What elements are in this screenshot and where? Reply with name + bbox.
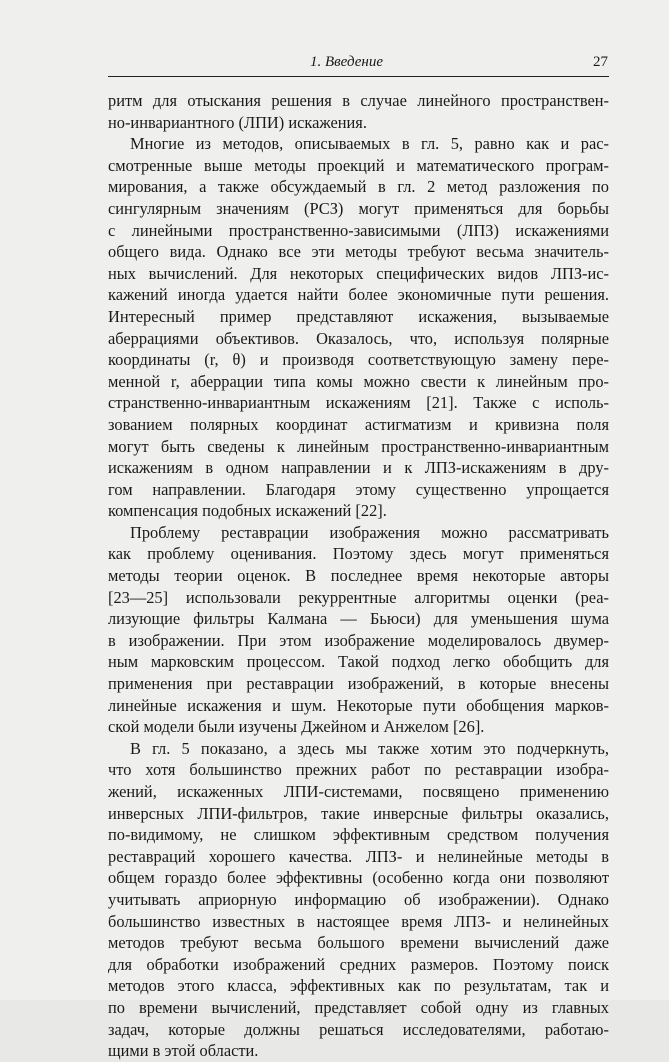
text-line: методов этого класса, эффективных как по результатам, так и xyxy=(108,976,609,996)
text-line: реставраций хорошего качества. ЛПЗ- и нелинейные методы в xyxy=(108,846,609,866)
text-line: что хотя большинство прежних работ по реставрации изобра- xyxy=(108,760,609,780)
text-line: Интересный пример представляют искажения, вызываемые xyxy=(108,306,609,326)
text-line: применения при реставрации изображений, в которые внесены xyxy=(108,674,609,694)
text-line: ритм для отыскания решения в случае линейного пространствен- xyxy=(108,91,609,110)
page-number: 27 xyxy=(593,54,608,70)
text-line: методов требуют весьма большого времени вычислений даже xyxy=(108,933,609,953)
text-line: линейные искажения и шум. Некоторые пути обобщения марков- xyxy=(108,695,609,715)
text-line: ных вычислений. Для некоторых специфических видов ЛПЗ-ис- xyxy=(108,263,609,283)
text-line: методы теории оценок. В последнее время некоторые авторы xyxy=(108,566,609,586)
text-line: в изображении. При этом изображение моделировалось двумер- xyxy=(108,630,609,650)
text-line: ской модели были изучены Джейном и Анжелом [26]. xyxy=(108,717,485,737)
text-line: координаты (r, θ) и производя соответствующую замену пере- xyxy=(108,350,609,370)
text-line: гом направлении. Благодаря этому существенно упрощается xyxy=(108,479,609,499)
text-line: с линейными пространственно-зависимыми (ЛПЗ) искажениями xyxy=(108,220,609,240)
text-line: Многие из методов, описываемых в гл. 5, равно как и рас- xyxy=(130,134,609,154)
text-line: общего вида. Однако все эти методы требуют весьма значитель- xyxy=(108,242,609,262)
text-line: В гл. 5 показано, а здесь мы также хотим это подчеркнуть, xyxy=(130,738,609,758)
text-line: компенсация подобных искажений [22]. xyxy=(108,501,387,521)
text-line: Проблему реставрации изображения можно рассматривать xyxy=(130,522,609,542)
section-title: 1. Введение xyxy=(310,54,383,70)
text-line: ным марковским процессом. Такой подход легко обобщить для xyxy=(108,652,609,672)
text-line: большинство известных в настоящее время ЛПЗ- и нелинейных xyxy=(108,911,609,931)
text-line: инверсных ЛПИ-фильтров, такие инверсные фильтры оказались, xyxy=(108,803,609,823)
text-line: лизующие фильтры Калмана — Бьюси) для уменьшения шума xyxy=(108,609,609,629)
text-line: по-видимому, не слишком эффективным средством получения xyxy=(108,825,609,845)
paragraph xyxy=(108,133,609,522)
text-line: щими в этой области. xyxy=(108,1041,259,1061)
text-line: для обработки изображений средних размеров. Поэтому поиск xyxy=(108,954,609,974)
text-line: общем гораздо более эффективны (особенно когда они позволяют xyxy=(108,868,609,888)
text-line: аберрациями объективов. Оказалось, что, используя полярные xyxy=(108,328,609,348)
body-text xyxy=(108,90,609,1062)
paragraph xyxy=(108,522,609,738)
text-line: как проблему оценивания. Поэтому здесь могут применяться xyxy=(108,544,609,564)
text-line: зованием полярных координат астигматизм и кривизна поля xyxy=(108,414,609,434)
paragraph xyxy=(108,738,609,1062)
text-line: могут быть сведены к линейным пространственно-инвариантным xyxy=(108,436,609,456)
text-line: странственно-инвариантным искажениям [21]. Также с исполь- xyxy=(108,393,609,413)
text-line: но-инвариантного (ЛПИ) искажения. xyxy=(108,112,367,132)
text-line: по времени вычислений, представляет собой одну из главных xyxy=(108,997,609,1017)
text-line: задач, которые должны решаться исследователями, работаю- xyxy=(108,1019,609,1039)
text-line: мирования, а также обсуждаемый в гл. 2 метод разложения по xyxy=(108,177,609,197)
text-line: жений, искаженных ЛПИ-системами, посвящено применению xyxy=(108,782,609,801)
text-line: учитывать априорную информацию об изображении). Однако xyxy=(108,889,609,909)
text-line: сингулярным значениям (РСЗ) могут применяться для борьбы xyxy=(108,198,609,218)
text-line: менной r, аберрации типа комы можно свести к линейным про- xyxy=(108,371,609,391)
paragraph xyxy=(108,90,609,133)
text-line: [23—25] использовали рекуррентные алгоритмы оценки (реа- xyxy=(108,587,609,607)
text-line: искажениям в одном направлении и к ЛПЗ-искажениям в дру- xyxy=(108,458,609,478)
text-line: кажений иногда удается найти более экономичные пути решения. xyxy=(108,285,609,305)
running-head xyxy=(108,52,609,77)
text-line: смотренные выше методы проекций и математического програм- xyxy=(108,155,609,175)
